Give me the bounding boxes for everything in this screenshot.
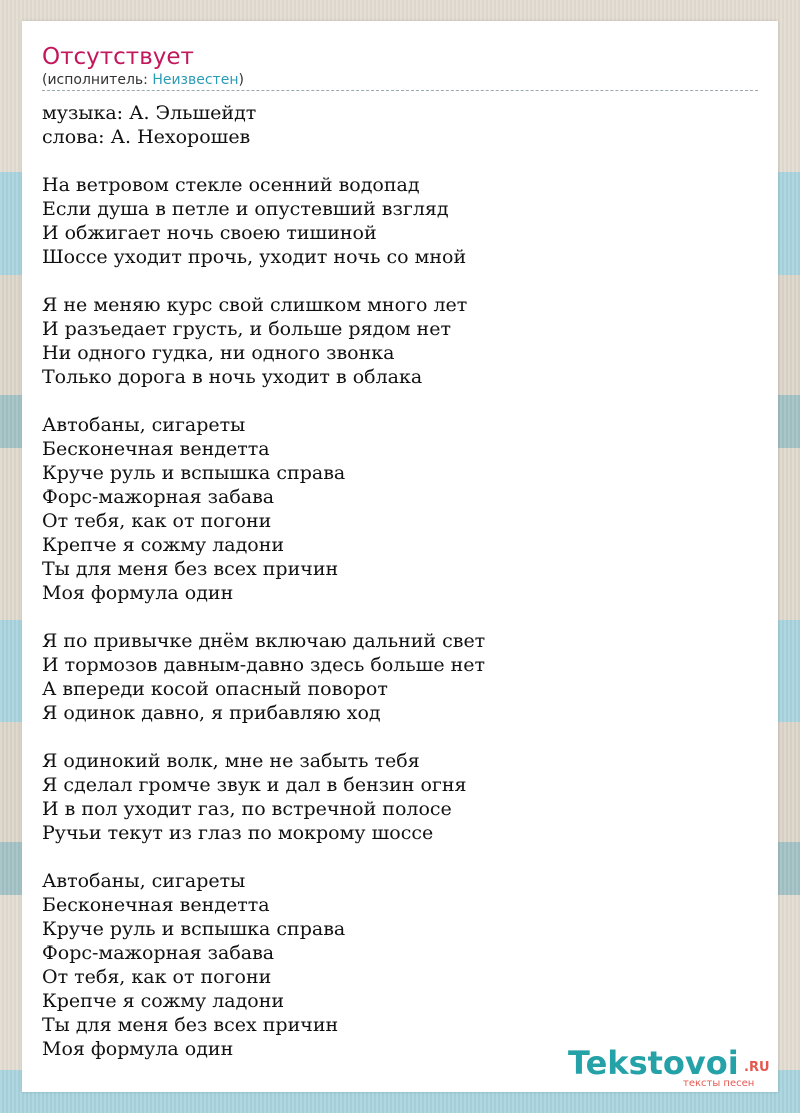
lyric-line: музыка: А. Эльшейдт <box>42 102 257 124</box>
lyric-line: слова: А. Нехорошев <box>42 126 251 148</box>
stanza-gap <box>42 389 758 413</box>
stanza-gap <box>42 269 758 293</box>
lyric-line: А впереди косой опасный поворот <box>42 678 388 700</box>
lyric-line: Шоссе уходит прочь, уходит ночь со мной <box>42 246 467 268</box>
stanza-gap <box>42 605 758 629</box>
lyric-line: Форс-мажорная забава <box>42 486 275 508</box>
lyric-line: Я по привычке днём включаю дальний свет <box>42 630 486 652</box>
lyric-line: Ты для меня без всех причин <box>42 558 339 580</box>
lyrics-card <box>22 21 778 1092</box>
lyrics-text <box>42 101 758 1061</box>
lyric-line: Ни одного гудка, ни одного звонка <box>42 342 395 364</box>
lyric-line: Я сделал громче звук и дал в бензин огня <box>42 774 467 796</box>
performer-prefix: (исполнитель: <box>42 72 153 88</box>
performer-line <box>42 71 244 89</box>
lyric-line: Если душа в петле и опустевший взгляд <box>42 198 449 220</box>
stanza-gap <box>42 845 758 869</box>
lyric-line: Ручьи текут из глаз по мокрому шоссе <box>42 822 434 844</box>
lyric-line: Только дорога в ночь уходит в облака <box>42 366 423 388</box>
song-title: Отсутствует <box>42 44 194 70</box>
logo-wordmark: Tekstovoi <box>568 1044 739 1082</box>
lyric-line: И тормозов давным-давно здесь больше нет <box>42 654 486 676</box>
lyric-line: Круче руль и вспышка справа <box>42 462 346 484</box>
lyric-line: На ветровом стекле осенний водопад <box>42 174 420 196</box>
lyric-line: Я одинокий волк, мне не забыть тебя <box>42 750 420 772</box>
divider <box>42 90 758 91</box>
lyric-line: Моя формула один <box>42 582 234 604</box>
logo-domain: .RU <box>744 1060 770 1075</box>
lyric-line: От тебя, как от погони <box>42 510 272 532</box>
lyric-line: Бесконечная вендетта <box>42 438 270 460</box>
lyric-line: Автобаны, сигареты <box>42 870 246 892</box>
lyric-line: Круче руль и вспышка справа <box>42 918 346 940</box>
lyric-line: Форс-мажорная забава <box>42 942 275 964</box>
lyric-line: Я одинок давно, я прибавляю ход <box>42 702 381 724</box>
logo-tagline: тексты песен <box>683 1078 755 1089</box>
lyric-line: Автобаны, сигареты <box>42 414 246 436</box>
lyric-line: Ты для меня без всех причин <box>42 1014 339 1036</box>
lyric-line: От тебя, как от погони <box>42 966 272 988</box>
lyric-line: И обжигает ночь своею тишиной <box>42 222 377 244</box>
lyric-line: И разъедает грусть, и больше рядом нет <box>42 318 451 340</box>
performer-link[interactable]: Неизвестен <box>152 72 239 88</box>
lyric-line: Бесконечная вендетта <box>42 894 270 916</box>
stanza-gap <box>42 149 758 173</box>
lyric-line: Я не меняю курс свой слишком много лет <box>42 294 468 316</box>
lyric-line: Крепче я сожму ладони <box>42 990 285 1012</box>
lyric-line: И в пол уходит газ, по встречной полосе <box>42 798 452 820</box>
site-logo[interactable] <box>568 1045 778 1089</box>
lyric-line: Крепче я сожму ладони <box>42 534 285 556</box>
performer-suffix: ) <box>238 72 244 88</box>
lyric-line: Моя формула один <box>42 1038 234 1060</box>
stanza-gap <box>42 725 758 749</box>
